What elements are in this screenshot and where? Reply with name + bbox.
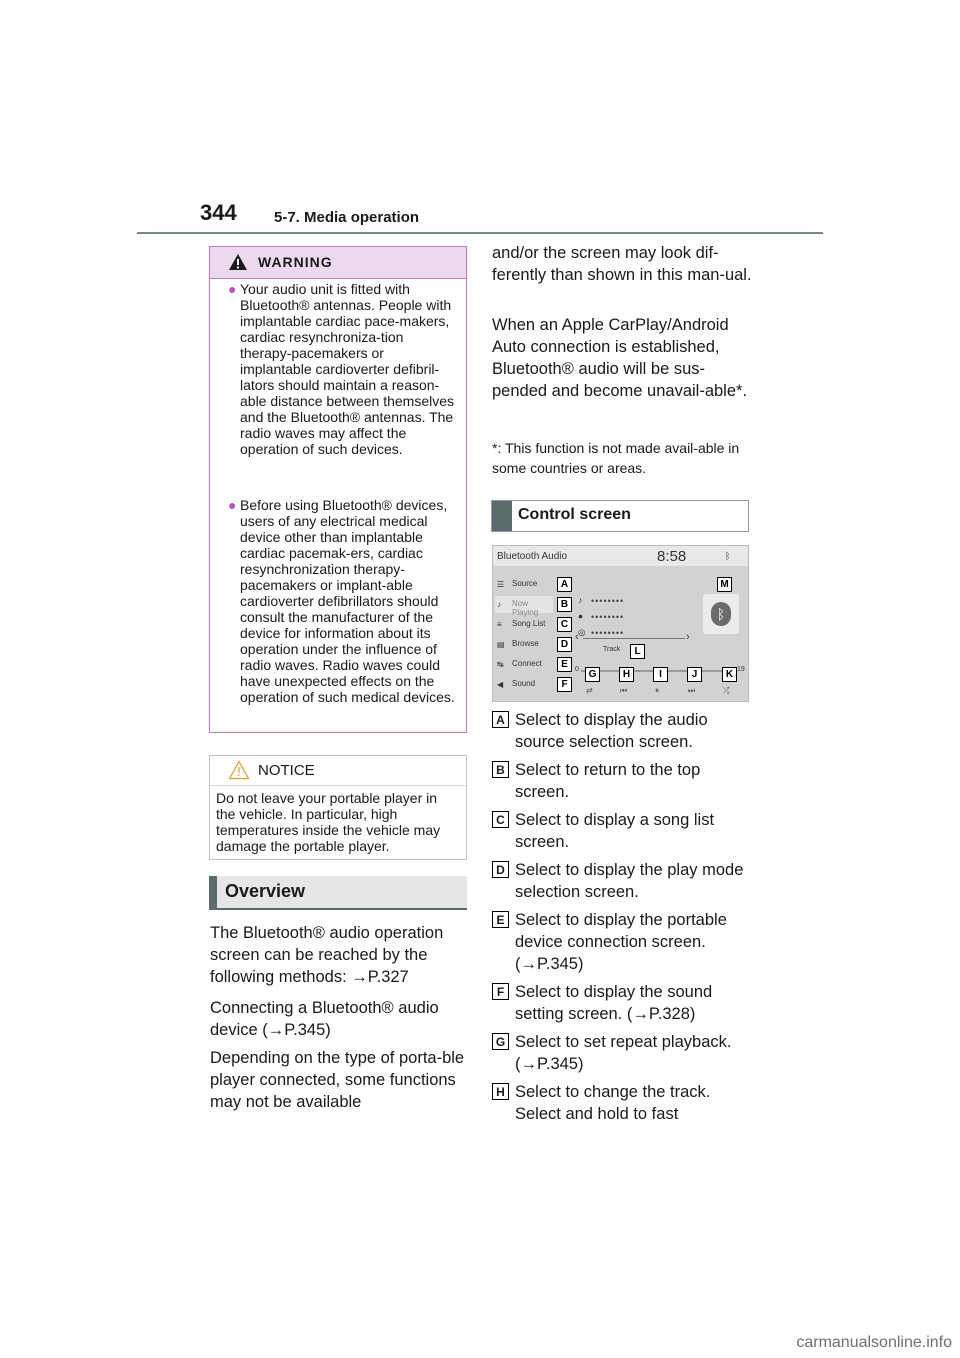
time-end: 19 [737,666,745,673]
callout-text: Select to display the portable device connection screen. (→P.345) [515,911,727,973]
menu-connect[interactable] [495,656,553,673]
bullet-icon: ● [228,497,237,513]
callout-text: Select to set repeat playback. (→P.345) [515,1033,732,1073]
callout-h: H [619,667,634,682]
menu-song-list[interactable] [495,616,553,633]
callout-c: C [557,617,572,632]
album-placeholder: •••••••• [591,628,625,638]
repeat-icon[interactable]: ⇄ [586,686,593,695]
warning-item-text: Before using Bluetooth® devices, users of any electrical medical device other than implantable cardiac pacemak-ers, cardiac resynchronization therapy-pacemakers or implant-able cardioverter defibrillators should consult the manufacturer of the device for information about its operation under the influence of radio waves. Radio waves could have unexpected effects on the operation of such medical devices. [240,497,455,705]
pause-icon[interactable]: ⏸ [655,686,659,695]
callout-letter: D [492,861,509,878]
callout-description [492,709,754,753]
callout-letter: E [492,911,509,928]
callout-letter: A [492,711,509,728]
screen-clock: 8:58 [657,548,687,565]
carplay-paragraph: When an Apple CarPlay/Android Auto connection is established, Bluetooth® audio will be sus-pended and become unavail-able*. [492,316,748,400]
warning-item [228,281,456,457]
now-playing-icon: ♪ [497,600,501,609]
bluetooth-status-icon: ᛒ [725,551,731,561]
callout-description [492,1081,754,1125]
album-icon: ◎ [578,627,586,637]
warning-triangle-icon [228,253,248,271]
notice-box [209,755,467,860]
menu-now-playing[interactable] [495,596,553,617]
overview-paragraph: Connecting a Bluetooth® audio device (→P.345) [210,999,439,1039]
callout-description [492,759,754,803]
track-divider [583,638,685,639]
next-chevron-icon[interactable]: › [686,631,690,643]
warning-item-text: Your audio unit is fitted with Bluetooth® antennas. People with implantable cardiac pace-makers, cardiac resynchroniza-tion therapy-pacemakers or implantable cardioverter defibril-lators should maintain a reason-able distance between themselves and the Bluetooth® antennas. The radio waves may affect the operation of such devices. [240,281,455,457]
warning-header [210,247,466,279]
menu-label: Source [512,579,538,588]
callout-j: J [687,667,702,682]
connect-icon: ↹ [497,660,504,669]
menu-label: Browse [512,639,539,648]
callout-m: M [717,577,732,592]
callout-description [492,981,754,1025]
callout-g: G [585,667,600,682]
heading-bar [492,501,512,531]
callout-text: Select to display the sound setting screen. (→P.328) [515,983,713,1023]
next-track-icon[interactable]: ⏭ [688,686,696,695]
page-number: 344 [200,200,237,225]
previous-track-icon[interactable]: ⏮ [620,686,628,695]
callout-text: Select to change the track. Select and hold to fast [515,1083,711,1123]
watermark: carmanualsonline.info [796,1334,952,1351]
music-note-icon: ♪ [578,595,583,605]
callout-description [492,1031,754,1075]
overview-paragraph: Depending on the type of porta-ble player connected, some functions may not be available [210,1049,465,1111]
overview-title: Overview [225,881,306,901]
track-title-placeholder: •••••••• [591,596,625,606]
menu-label: Now Playing [512,599,539,617]
artist-placeholder: •••••••• [591,612,625,622]
time-start: 0 [575,666,579,673]
notice-header [210,756,466,786]
control-screen-heading [491,500,749,532]
callout-l: L [630,644,645,659]
callout-letter: G [492,1033,509,1050]
callout-f: F [557,677,572,692]
callout-description [492,809,754,853]
callout-text: Select to display the play mode selection screen. [515,861,744,901]
callout-description [492,859,754,903]
song-list-icon: ≡ [497,620,502,629]
previous-chevron-icon[interactable]: ‹ [575,631,579,643]
track-label: Track [603,646,621,653]
sound-icon: ◀ [497,680,504,689]
caution-triangle-icon [228,760,250,780]
callout-letter: H [492,1083,509,1100]
notice-text: Do not leave your portable player in the vehicle. In particular, high temperatures inside the vehicle may damage the portable player. [216,790,441,854]
callout-k: K [722,667,737,682]
warning-box [209,246,467,733]
callout-text: Select to return to the top screen. [515,761,701,801]
callout-b: B [557,597,572,612]
callout-i: I [653,667,668,682]
shuffle-icon[interactable]: ⤮ [723,686,730,695]
callout-letter: F [492,983,509,1000]
source-icon: ☰ [497,580,505,589]
bluetooth-logo-icon: ᛒ [711,602,731,626]
footnote: *: This function is not made avail-able in some countries or areas. [492,440,740,476]
menu-sound[interactable] [495,676,553,693]
callout-text: Select to display the audio source selection screen. [515,711,708,751]
callout-letter: C [492,811,509,828]
menu-label: Connect [512,659,542,668]
screen-app-title: Bluetooth Audio [497,551,568,562]
callout-d: D [557,637,572,652]
control-screen-title: Control screen [518,506,631,523]
overview-heading [209,876,467,910]
menu-source[interactable] [495,576,553,593]
bullet-icon: ● [228,281,237,297]
callout-text: Select to display a song list screen. [515,811,715,851]
menu-label: Sound [512,679,536,688]
notice-title: NOTICE [258,762,315,779]
warning-item [228,497,456,705]
browse-icon: ▤ [497,640,505,649]
warning-title: WARNING [258,254,333,270]
bluetooth-audio-screen [492,545,749,702]
person-icon: ● [578,611,584,621]
header-divider [137,232,823,234]
callout-letter: B [492,761,509,778]
section-title: 5-7. Media operation [274,209,420,226]
overview-paragraph: The Bluetooth® audio operation screen can be reached by the following methods: →P.327 [210,924,444,986]
callout-description [492,909,754,975]
callout-e: E [557,657,572,672]
callout-a: A [557,577,572,592]
continued-paragraph: and/or the screen may look dif-ferently than shown in this man-ual. [492,244,752,284]
menu-label: Song List [512,619,546,628]
menu-browse[interactable] [495,636,553,653]
